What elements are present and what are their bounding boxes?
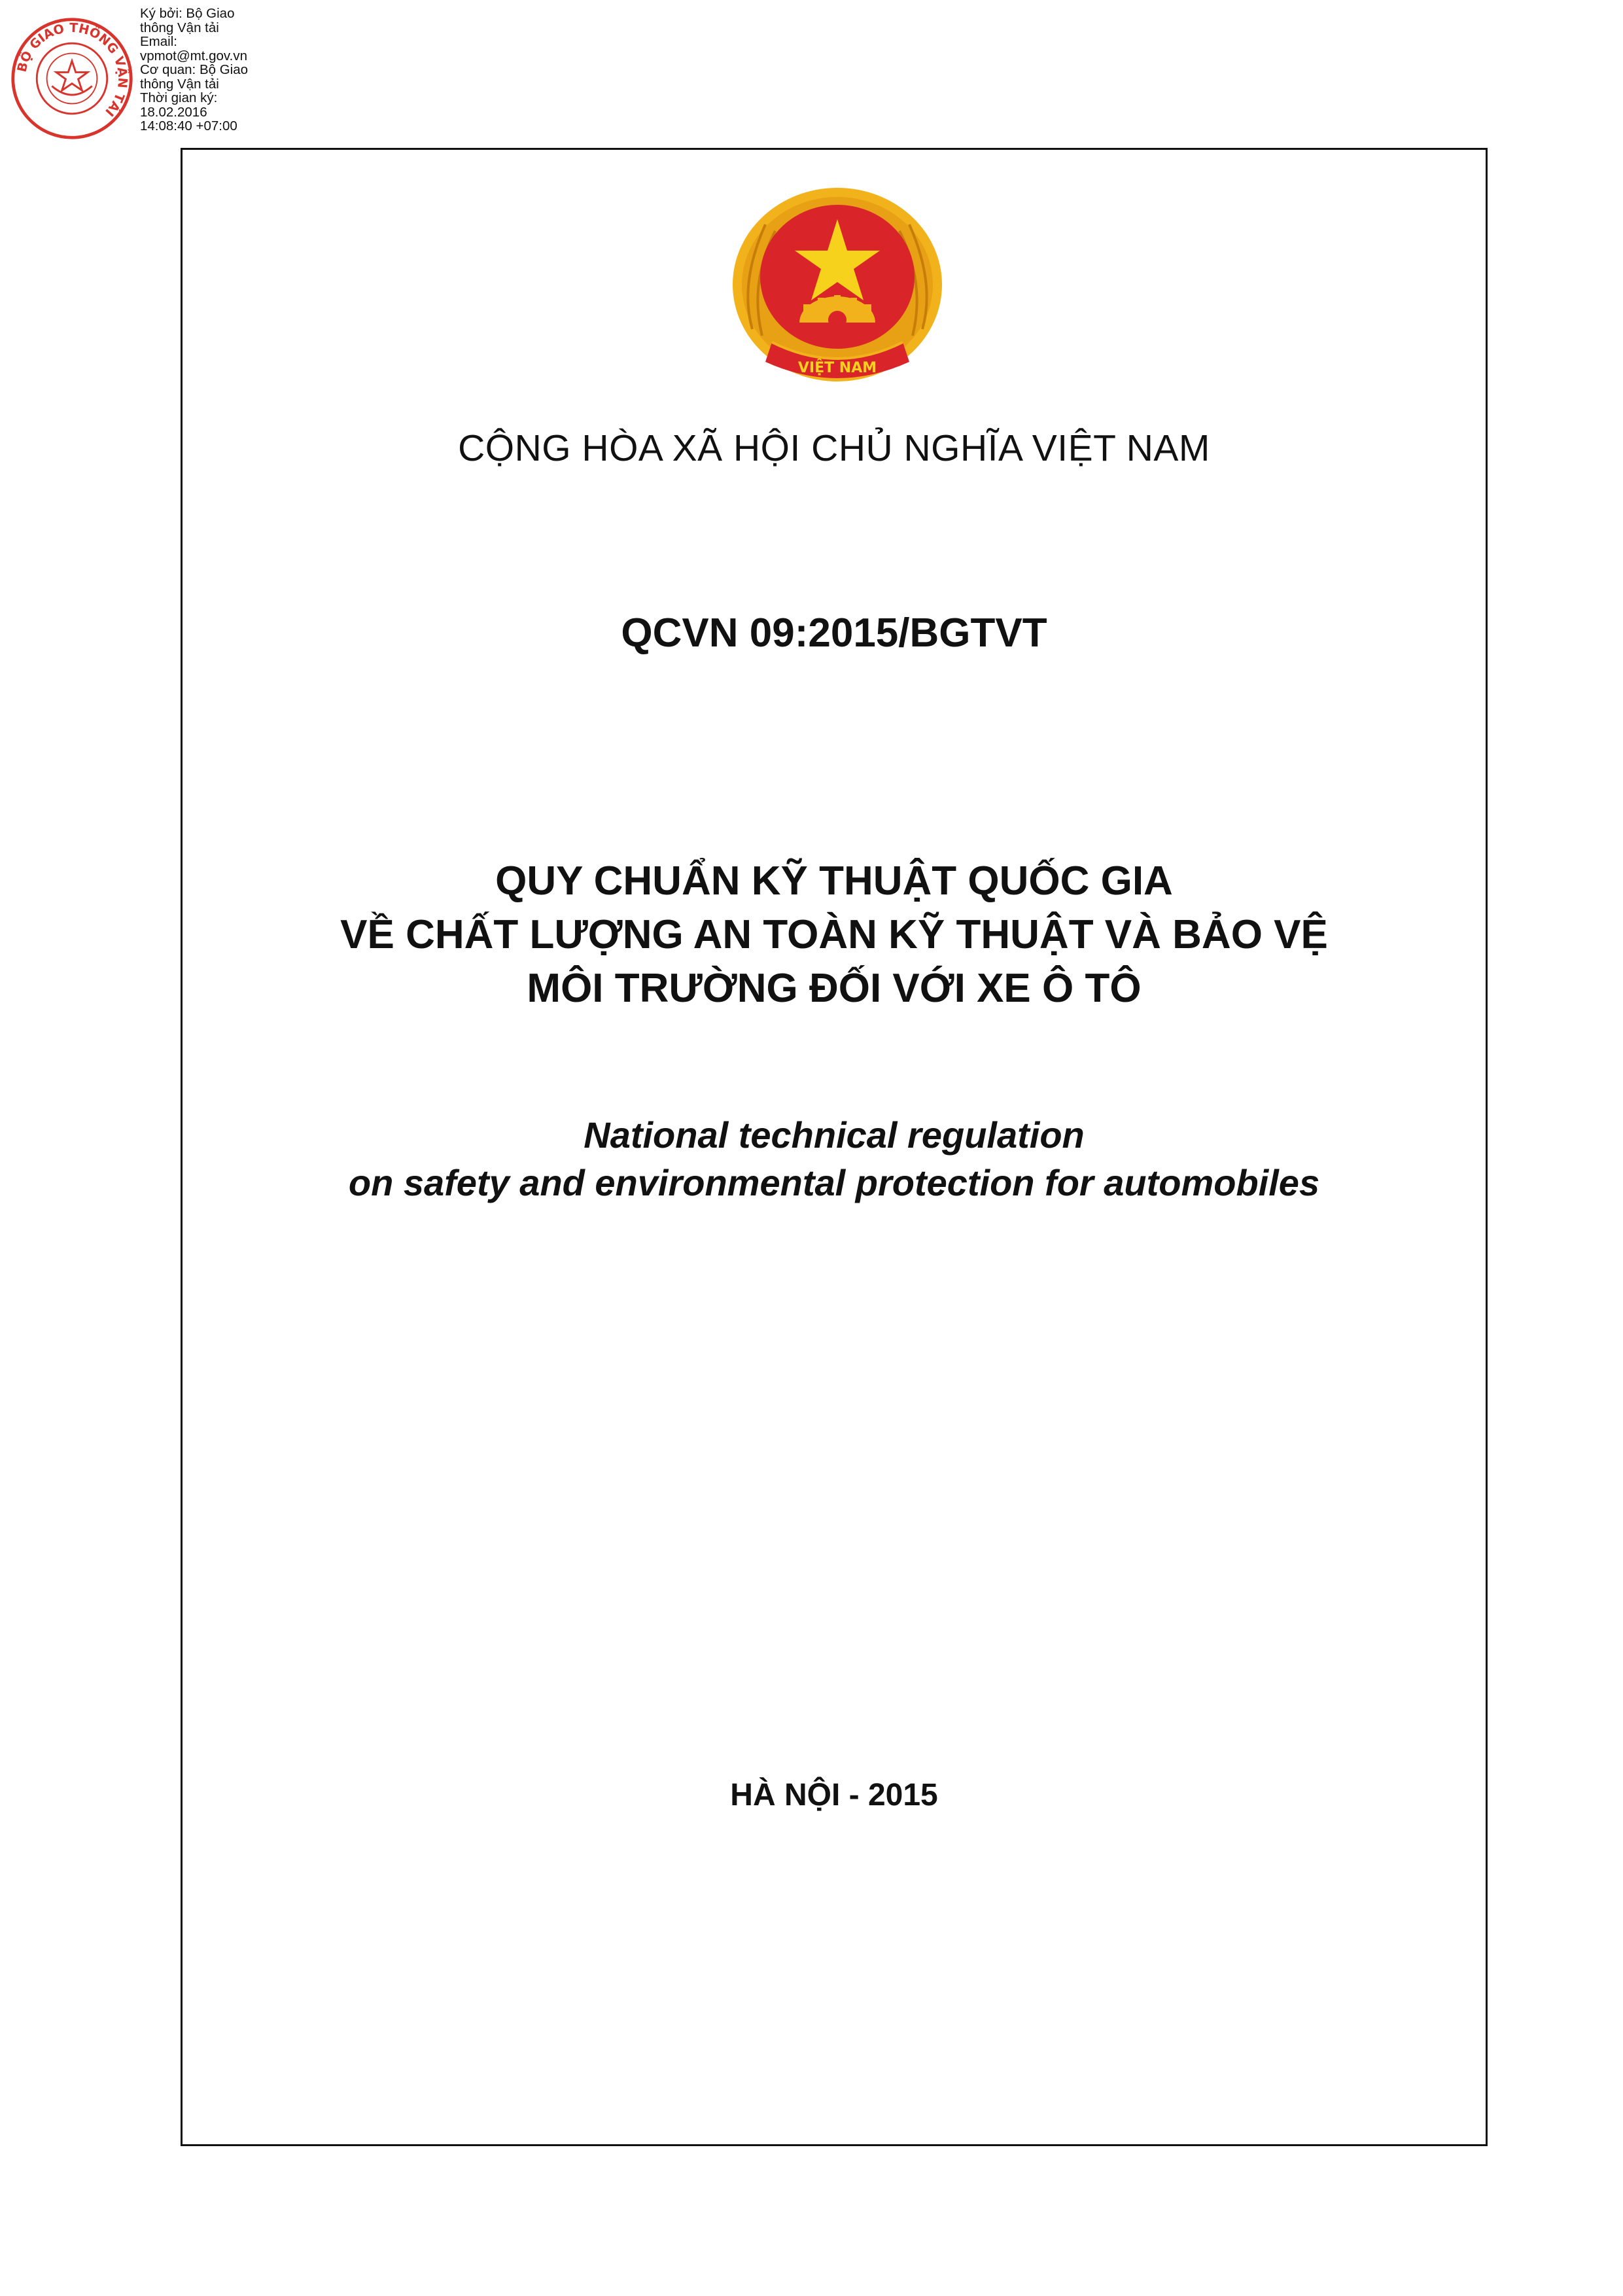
signature-line: Thời gian ký: — [140, 90, 218, 105]
signature-line: Cơ quan: Bộ Giao — [140, 62, 249, 77]
regulation-code: QCVN 09:2015/BGTVT — [621, 610, 1047, 656]
place-year: HÀ NỘI - 2015 — [730, 1778, 938, 1812]
signature-line: thông Vận tải — [140, 20, 219, 35]
emblem-label: VIỆT NAM — [797, 360, 877, 376]
signature-line: Ký bởi: Bộ Giao — [140, 6, 235, 21]
signature-line: thông Vận tải — [140, 76, 219, 92]
regulation-title — [181, 855, 1488, 1016]
english-title-line: National technical regulation — [584, 1114, 1085, 1156]
digital-signature-info — [140, 7, 290, 133]
country-name: CỘNG HÒA XÃ HỘI CHỦ NGHĨA VIỆT NAM — [458, 427, 1210, 469]
title-line: MÔI TRƯỜNG ĐỐI VỚI XE Ô TÔ — [527, 966, 1142, 1011]
english-title — [181, 1111, 1488, 1207]
signature-line: Email: — [140, 34, 177, 49]
national-emblem-icon — [726, 185, 949, 401]
title-line: QUY CHUẨN KỸ THUẬT QUỐC GIA — [495, 858, 1173, 904]
english-title-line: on safety and environmental protection for automobiles — [348, 1162, 1320, 1203]
svg-text:BỘ GIAO THÔNG VẬN TẢI: BỘ GIAO THÔNG VẬN TẢI — [14, 20, 131, 120]
signature-line: vpmot@mt.gov.vn — [140, 48, 247, 63]
title-line: VỀ CHẤT LƯỢNG AN TOÀN KỸ THUẬT VÀ BẢO VỆ — [340, 912, 1328, 957]
signature-line: 18.02.2016 — [140, 104, 207, 120]
signature-line: 14:08:40 +07:00 — [140, 118, 237, 133]
ministry-seal-stamp — [9, 16, 135, 141]
